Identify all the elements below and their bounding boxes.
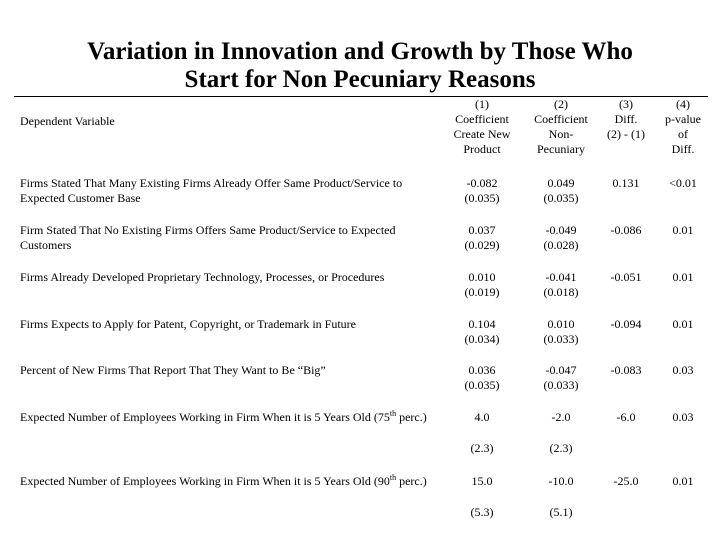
standard-error: (0.028) <box>543 238 579 252</box>
row-2-col2 <box>525 223 597 253</box>
row-4-col1 <box>447 317 517 347</box>
row-1-col3: 0.131 <box>612 176 640 190</box>
header-col4-line: Diff. <box>671 142 695 156</box>
standard-error: (0.035) <box>464 378 500 392</box>
title-line-2: Start for Non Pecuniary Reasons <box>184 66 536 93</box>
coefficient: -0.041 <box>545 270 577 284</box>
standard-error: (0.033) <box>543 332 579 346</box>
row-1-col1 <box>447 176 517 206</box>
row-2-col3: -0.086 <box>610 223 642 237</box>
coefficient: -0.082 <box>466 176 498 190</box>
header-col4-line: of <box>678 127 688 141</box>
standard-error: (0.019) <box>464 285 500 299</box>
header-col1-line: Create New <box>453 127 511 141</box>
header-col1 <box>447 97 517 157</box>
standard-error: (0.018) <box>543 285 579 299</box>
row-7-col3: -25.0 <box>613 474 639 488</box>
standard-error: (0.033) <box>543 378 579 392</box>
row-2-col4: 0.01 <box>672 223 694 237</box>
row-6-col2-coefficient: -2.0 <box>551 410 571 424</box>
standard-error: (0.035) <box>543 191 579 205</box>
row-7-col1-standard-error: (5.3) <box>470 505 494 519</box>
label-superscript: th <box>389 473 397 482</box>
row-4-col3: -0.094 <box>610 317 642 331</box>
row-7-label <box>20 474 445 489</box>
slide-title <box>0 38 720 94</box>
label-superscript: th <box>389 409 397 418</box>
standard-error: (0.035) <box>464 191 500 205</box>
row-4-col2 <box>525 317 597 347</box>
coefficient: -0.049 <box>545 223 577 237</box>
row-3-col1 <box>447 270 517 300</box>
row-7-col1-coefficient: 15.0 <box>471 474 493 488</box>
standard-error: (0.029) <box>464 238 500 252</box>
row-3-label: Firms Already Developed Proprietary Technology, Processes, or Procedures <box>20 270 385 284</box>
header-col1-line: Coefficient <box>455 112 509 126</box>
header-col3-line: (3) <box>619 97 633 111</box>
coefficient: 0.036 <box>468 363 496 377</box>
header-col3-line: Diff. <box>614 112 638 126</box>
coefficient: 0.037 <box>468 223 496 237</box>
row-6-col1-standard-error: (2.3) <box>470 441 494 455</box>
row-7-col2-standard-error: (5.1) <box>549 505 573 519</box>
header-col4-line: p-value <box>665 112 701 126</box>
label-text: perc.) <box>396 410 427 424</box>
header-col4-line: (4) <box>676 97 690 111</box>
header-col2-line: Coefficient <box>534 112 588 126</box>
row-5-col3: -0.083 <box>610 363 642 377</box>
row-6-col1-coefficient: 4.0 <box>474 410 490 424</box>
row-3-col4: 0.01 <box>672 270 694 284</box>
row-3-col2 <box>525 270 597 300</box>
row-1-col2 <box>525 176 597 206</box>
label-text: Expected Number of Employees Working in Firm When it is 5 Years Old (90 <box>20 474 390 488</box>
header-col1-line: (1) <box>475 97 489 111</box>
header-col1-line: Product <box>463 142 501 156</box>
label-text: Expected Number of Employees Working in Firm When it is 5 Years Old (75 <box>20 410 390 424</box>
header-col4 <box>658 97 708 157</box>
row-5-col4: 0.03 <box>672 363 694 377</box>
row-4-col4: 0.01 <box>672 317 694 331</box>
row-6-col2-standard-error: (2.3) <box>549 441 573 455</box>
row-5-col1 <box>447 363 517 393</box>
header-col2-line: Non- <box>548 127 574 141</box>
header-col2-line: Pecuniary <box>537 142 585 156</box>
row-2-label: Firm Stated That No Existing Firms Offers Same Product/Service to Expected Customers <box>20 223 396 252</box>
row-6-col3: -6.0 <box>616 410 636 424</box>
row-2-col1 <box>447 223 517 253</box>
row-3-col3: -0.051 <box>610 270 642 284</box>
coefficient: -0.047 <box>545 363 577 377</box>
row-6-col4: 0.03 <box>672 410 694 424</box>
row-1-col4: <0.01 <box>669 176 697 190</box>
title-line-1: Variation in Innovation and Growth by Those Who <box>87 38 633 65</box>
header-col2 <box>525 97 597 157</box>
row-7-col2-coefficient: -10.0 <box>548 474 574 488</box>
row-6-label <box>20 410 445 425</box>
row-4-label: Firms Expects to Apply for Patent, Copyright, or Trademark in Future <box>20 317 356 331</box>
label-text: perc.) <box>396 474 427 488</box>
header-col3 <box>598 97 654 142</box>
header-col2-line: (2) <box>554 97 568 111</box>
row-1-label: Firms Stated That Many Existing Firms Already Offer Same Product/Service to Expected Customer Base <box>20 176 403 205</box>
coefficient: 0.049 <box>547 176 575 190</box>
coefficient: 0.104 <box>468 317 496 331</box>
standard-error: (0.034) <box>464 332 500 346</box>
coefficient: 0.010 <box>547 317 575 331</box>
row-5-label: Percent of New Firms That Report That They Want to Be “Big” <box>20 363 326 377</box>
row-7-col4: 0.01 <box>672 474 694 488</box>
coefficient: 0.010 <box>468 270 496 284</box>
header-col3-line: (2) - (1) <box>607 127 645 141</box>
header-dependent-variable: Dependent Variable <box>20 114 115 128</box>
row-5-col2 <box>525 363 597 393</box>
